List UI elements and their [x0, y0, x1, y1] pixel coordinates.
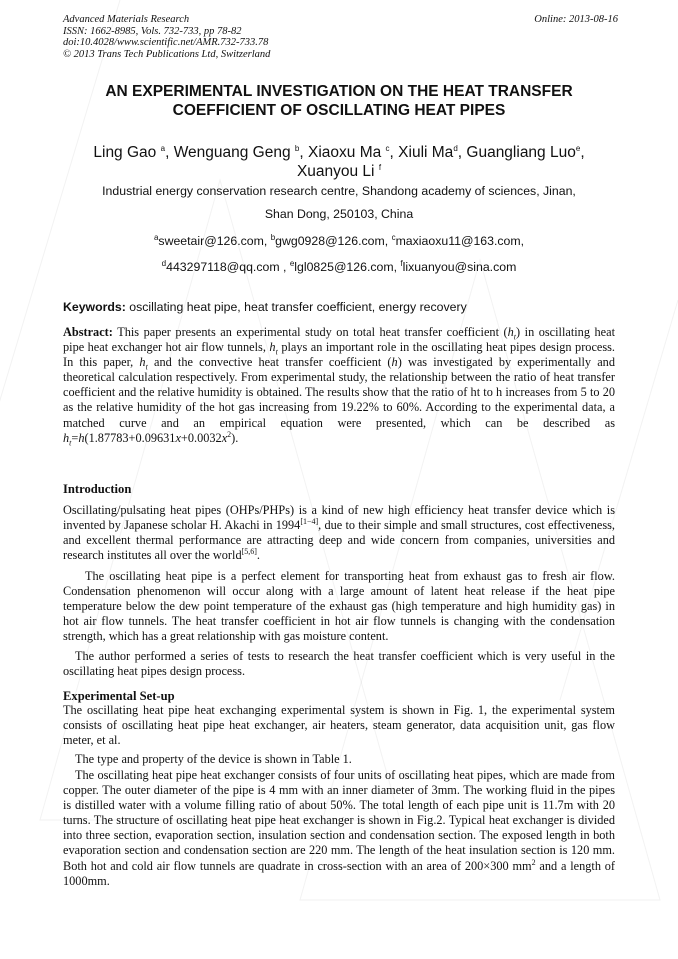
intro-paragraph-2: The oscillating heat pipe is a perfect element for transporting heat from exhaust gas to fresh air flow. Condensation phenomenon will occur along with a large amount of latent heat release if the heat pipe temperature below the dew point temperature of the exhaust gas (high temperature and high humidity gas) in hot air flow tunnels. The heat transfer coefficient in hot air flow tunnels is changing with the condensation strength, which has a great relationship with gas moisture content.: [63, 569, 615, 644]
math-symbol: h: [507, 325, 514, 339]
math-subscript: t: [145, 362, 148, 372]
equation-part: +0.0032: [180, 430, 222, 445]
author-sup: d: [453, 143, 458, 153]
math-symbol: h: [269, 340, 276, 355]
equation-part: (1.87783+0.09631: [84, 430, 176, 445]
author-sup: e: [575, 143, 581, 153]
abstract-text: and the convective heat transfer coefficient (: [153, 355, 392, 370]
equation-part: =: [71, 430, 79, 445]
math-subscript: t: [275, 347, 278, 357]
abstract-label: Abstract:: [63, 325, 113, 339]
setup-paragraph-2: The type and property of the device is shown in Table 1.: [75, 752, 352, 766]
email-sup: f: [400, 258, 403, 268]
section-heading-setup: Experimental Set-up: [63, 689, 175, 703]
email-sup: b: [270, 232, 276, 242]
abstract: [63, 325, 615, 446]
body-text: and a length of 1000mm.: [63, 858, 616, 888]
math-subscript: t: [513, 332, 517, 342]
author-sup: c: [385, 143, 390, 153]
author-name: Wenguang Geng: [173, 144, 291, 161]
journal-name: Advanced Materials Research: [63, 14, 190, 25]
abstract-text: ) was investigated by experimentally and theoretical calculation respectively. From experimental study, the relationship between the ratio of heat transfer coefficient and the relative humidity is obtained. The results show that the ratio of ht to h increases from 5 to 20 as the relative humidity of the hot gas increasing from 19.22% to 60%. According to the experimental data, a matched curve and an empirical equation were presented, which can be described as: [63, 355, 615, 430]
email-address[interactable]: maxiaoxu11@163.com: [395, 234, 521, 248]
body-text: , due to their simple and small structures, cost effectiveness, and excellent thermal performance are attracting deep and wide concern from companies, universities and research institutes all over the world: [63, 518, 615, 563]
math-subscript: t: [69, 438, 72, 448]
math-symbol: x: [175, 430, 181, 445]
math-symbol: h: [63, 430, 70, 445]
email-sup: d: [161, 258, 167, 268]
author-name: Xiaoxu Ma: [308, 144, 382, 161]
email-address[interactable]: lixuanyou@sina.com: [402, 260, 517, 274]
abstract-text: This paper presents an experimental study on total heat transfer coefficient (: [117, 325, 508, 339]
math-symbol: h: [391, 355, 398, 370]
equation-part: ).: [231, 430, 239, 445]
abstract-text: plays an important role in the oscillating heat pipes design process. In this paper,: [63, 340, 616, 370]
title-line-2: COEFFICIENT OF OSCILLATING HEAT PIPES: [172, 102, 506, 119]
author-name: Xuanyou Li: [296, 163, 375, 180]
math-symbol: h: [78, 430, 85, 445]
abstract-text: ) in oscillating heat pipe heat exchanger hot air flow tunnels,: [63, 325, 615, 355]
math-symbol: h: [139, 355, 146, 370]
email-line-1: $^a$sweetair@126.com, $^b$gwg0928@126.com, $^c$maxiaoxu11@163.com,: [153, 232, 525, 248]
keywords-label: Keywords:: [63, 300, 126, 314]
setup-paragraph-1: The oscillating heat pipe heat exchanging experimental system is shown in Fig. 1, the experimental system consists of oscillating heat pipe heat exchanger, air heaters, steam generator, data acquisition unit, gas flow meter, et al.: [63, 703, 615, 748]
email-address[interactable]: gwg0928@126.com: [275, 234, 385, 248]
math-superscript: 2: [227, 429, 232, 439]
body-text: The oscillating heat pipe heat exchanger consists of four units of oscillating heat pipes, which are made from copper. The outer diameter of the pipe is 4 mm with an inner diameter of 3mm. The working fluid in the pipes is distilled water with a volume filling ratio of about 50%. The total length of each pipe unit is 11.7m with 20 turns. The structure of oscillating heat pipe heat exchanger is shown in Fig.2. Typical heat exchanger is divided into three section, evaporation section, insulation section and condensation section. The exposed length in both evaporation section and condensation section are 220 mm. The length of the heat insulation section is 120 mm. Both hot and cold air flow tunnels are quadrate in cross-section with an area of 200×300 mm: [63, 768, 615, 873]
intro-paragraph-3: The author performed a series of tests to research the heat transfer coefficient which is very useful in the oscillating heat pipes design process.: [63, 649, 615, 679]
setup-paragraph-3: [63, 768, 615, 889]
email-sup: a: [153, 232, 159, 242]
math-superscript: 2: [531, 857, 536, 867]
author-sup: f: [378, 162, 382, 172]
author-name: Ling Gao: [93, 144, 157, 161]
issn-line: ISSN: 1662-8985, Vols. 732-733, pp 78-82: [63, 25, 242, 37]
keywords: [63, 300, 616, 314]
author-name: Guangliang Luo: [466, 144, 576, 161]
keywords-text: oscillating heat pipe, heat transfer coefficient, energy recovery: [129, 300, 467, 314]
section-heading-introduction: Introduction: [63, 482, 132, 496]
running-header: [63, 14, 618, 60]
email-address[interactable]: 443297118@qq.com: [166, 260, 280, 274]
affiliation-line-2: Shan Dong, 250103, China: [264, 207, 414, 221]
email-line-2: $^d$443297118@qq.com , $^e$lgl0825@126.com, $^f$lixuanyou@sina.com: [161, 258, 517, 274]
paper-title: [40, 82, 638, 120]
author-list: Ling Gao $^a$, Wenguang Geng $^b$, Xiaoxu Ma $^c$, Xiuli Ma$^d$, Guangliang Luo$^e$, Xuanyou Li $^f$: [93, 143, 585, 180]
author-sup: b: [294, 143, 300, 153]
title-line-1: AN EXPERIMENTAL INVESTIGATION ON THE HEAT TRANSFER: [105, 83, 573, 100]
intro-paragraph-1: [63, 503, 615, 563]
email-address[interactable]: sweetair@126.com: [158, 234, 264, 248]
author-name: Xiuli Ma: [398, 144, 454, 161]
online-date: Online: 2013-08-16: [534, 14, 618, 25]
citation-ref[interactable]: [5,6]: [241, 547, 257, 557]
author-sup: a: [160, 143, 166, 153]
citation-ref[interactable]: [1−4]: [300, 517, 319, 526]
math-symbol: x: [221, 430, 228, 445]
copyright-line: © 2013 Trans Tech Publications Ltd, Switzerland: [63, 48, 271, 60]
email-sup: c: [391, 232, 396, 242]
doi-line: doi:10.4028/www.scientific.net/AMR.732-733.78: [63, 37, 269, 49]
email-address[interactable]: lgl0825@126.com: [294, 260, 394, 274]
affiliation-line-1: Industrial energy conservation research centre, Shandong academy of sciences, Jinan,: [102, 184, 576, 198]
body-text: Oscillating/pulsating heat pipes (OHPs/PHPs) is a kind of new high efficiency heat transfer device which is invented by Japanese scholar H. Akachi in 1994: [63, 503, 615, 533]
body-text: .: [256, 548, 260, 563]
email-sup: e: [289, 258, 295, 268]
